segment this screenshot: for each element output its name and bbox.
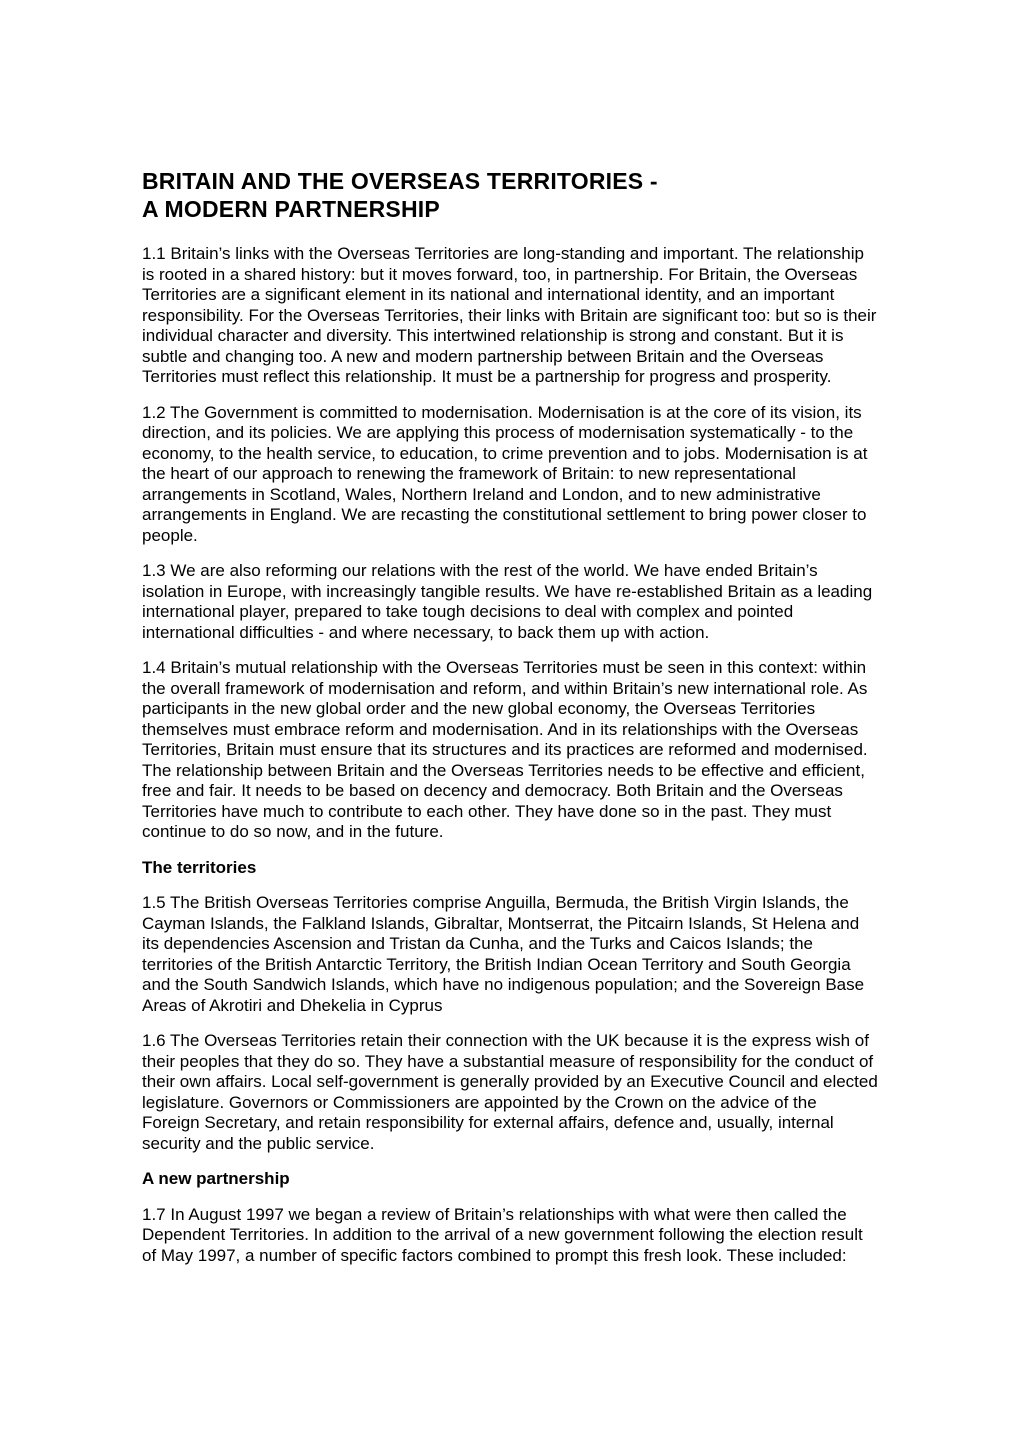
page-title-line-2: A MODERN PARTNERSHIP: [142, 196, 440, 222]
paragraph-1-2: 1.2 The Government is committed to modernisation. Modernisation is at the core of its vision, its direction, and its policies. We are applying this process of modernisation systematically - to the economy, to the health service, to education, to crime prevention and to jobs. Modernisation is at the heart of our approach to renewing the framework of Britain: to new representational arrangements in Scotland, Wales, Northern Ireland and London, and to new administrative arrangements in England. We are recasting the constitutional settlement to bring power closer to people.: [142, 402, 868, 545]
page-title-line-1: BRITAIN AND THE OVERSEAS TERRITORIES -: [142, 168, 658, 194]
page-title: [142, 167, 878, 223]
paragraph-1-1: 1.1 Britain’s links with the Overseas Territories are long-standing and important. The relationship is rooted in a shared history: but it moves forward, too, in partnership. For Britain, the Overseas Territories are a significant element in its national and international identity, and an important responsibility. For the Overseas Territories, their links with Britain are significant too: but so is their individual character and diversity. This intertwined relationship is strong and constant. But it is subtle and changing too. A new and modern partnership between Britain and the Overseas Territories must reflect this relationship. It must be a partnership for progress and prosperity.: [142, 244, 877, 386]
section-heading-a-new-partnership: A new partnership: [142, 1169, 290, 1188]
paragraph-1-3: 1.3 We are also reforming our relations with the rest of the world. We have ended Britain’s isolation in Europe, with increasingly tangible results. We have re-established Britain as a leading international player, prepared to take tough decisions to deal with complex and pointed international difficulties - and where necessary, to back them up with action.: [142, 561, 873, 642]
paragraph-1-4: 1.4 Britain’s mutual relationship with the Overseas Territories must be seen in this context: within the overall framework of modernisation and reform, and within Britain’s new international role. As participants in the new global order and the new global economy, the Overseas Territories themselves must embrace reform and modernisation. And in its relationships with the Overseas Territories, Britain must ensure that its structures and its practices are reformed and modernised. The relationship between Britain and the Overseas Territories needs to be effective and efficient, free and fair. It needs to be based on decency and democracy. Both Britain and the Overseas Territories have much to contribute to each other. They have done so in the past. They must continue to do so now, and in the future.: [142, 658, 868, 841]
paragraph-1-5: 1.5 The British Overseas Territories comprise Anguilla, Bermuda, the British Virgin Islands, the Cayman Islands, the Falkland Islands, Gibraltar, Montserrat, the Pitcairn Islands, St Helena and its dependencies Ascension and Tristan da Cunha, and the Turks and Caicos Islands; the territories of the British Antarctic Territory, the British Indian Ocean Territory and South Georgia and the South Sandwich Islands, which have no indigenous population; and the Sovereign Base Areas of Akrotiri and Dhekelia in Cyprus: [142, 893, 865, 1015]
document-body: [142, 244, 878, 1266]
section-heading-the-territories: The territories: [142, 857, 257, 877]
paragraph-1-7: 1.7 In August 1997 we began a review of Britain’s relationships with what were then called the Dependent Territories. In addition to the arrival of a new government following the election result of May 1997, a number of specific factors combined to prompt this fresh look. These included:: [142, 1204, 863, 1265]
paragraph-1-6: 1.6 The Overseas Territories retain their connection with the UK because it is the express wish of their peoples that they do so. They have a substantial measure of responsibility for the conduct of their own affairs. Local self-government is generally provided by an Executive Council and elected legislature. Governors or Commissioners are appointed by the Crown on the advice of the Foreign Secretary, and retain responsibility for external affairs, defence and, usually, internal security and the public service.: [142, 1031, 878, 1153]
